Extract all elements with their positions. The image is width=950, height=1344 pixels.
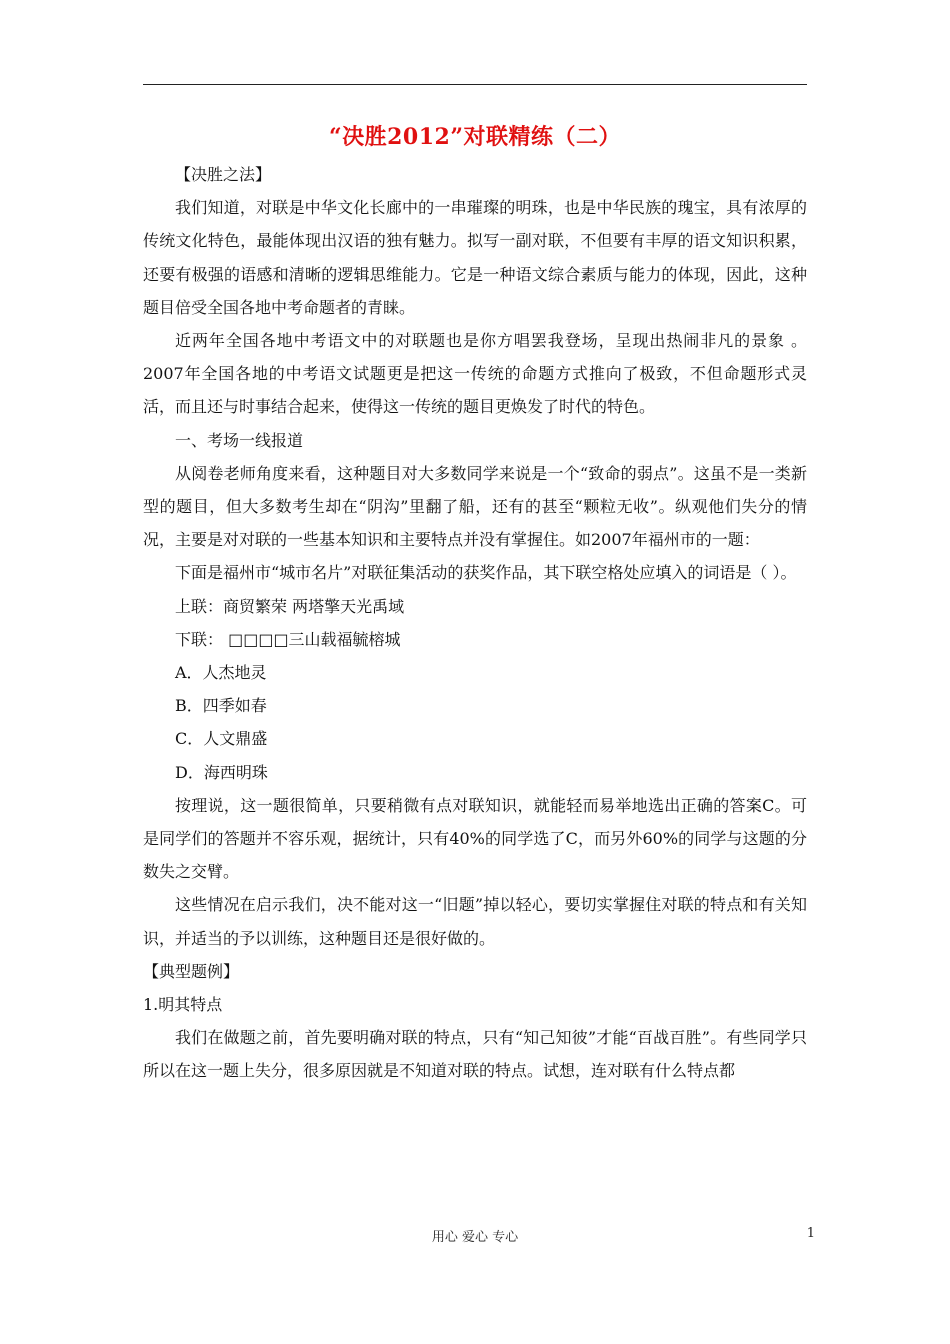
document-body [143,158,807,1088]
couplet-lower: 下联： □□□□三山载福毓榕城 [175,629,401,649]
section-heading-method: 【决胜之法】 [175,165,272,184]
question-prompt: 下面是福州市“城市名片”对联征集活动的获奖作品，其下联空格处应填入的词语是（ ）。 [175,563,797,583]
paragraph-analysis: 从阅卷老师角度来看，这种题目对大多数同学来说是一个“致命的弱点”。这虽不是一类新型的题目，但大多数考生却在“阴沟”里翻了船，还有的甚至“颗粒无收”。纵观他们失分的情况，主要是对对联的一些基本知识和主要特点并没有掌握住。如2007年福州市的一题： [143,463,807,550]
option-c: C．人文鼎盛 [175,729,268,749]
subheading-report: 一、考场一线报道 [175,430,304,450]
paragraph-trend: 近两年全国各地中考语文中的对联题也是你方唱罢我登场，呈现出热闹非凡的景象 。2007年全国各地的中考语文试题更是把这一传统的命题方式推向了极致，不但命题形式灵活，而且还与时事结合起来，使得这一传统的题目更焕发了时代的特色。 [143,331,807,417]
footer-motto: 用心 爱心 专心 [431,1230,519,1245]
option-a: A．人杰地灵 [175,663,267,683]
subheading-features: 1.明其特点 [143,995,223,1015]
option-b: B．四季如春 [175,696,267,716]
header-rule [143,84,807,85]
paragraph-stats: 按理说，这一题很简单，只要稍微有点对联知识，就能轻而易举地选出正确的答案C。可是同学们的答题并不容乐观，据统计，只有40%的同学选了C，而另外60%的同学与这题的分数失之交臂。 [143,795,807,882]
paragraph-intro: 我们知道，对联是中华文化长廊中的一串璀璨的明珠，也是中华民族的瑰宝，具有浓厚的传统文化特色，最能体现出汉语的独有魅力。拟写一副对联，不但要有丰厚的语文知识积累，还要有极强的语感和清晰的逻辑思维能力。它是一种语文综合素质与能力的体现，因此，这种题目倍受全国各地中考命题者的青睐。 [143,198,807,317]
option-d: D．海西明珠 [175,762,268,782]
paragraph-features: 我们在做题之前，首先要明确对联的特点，只有“知己知彼”才能“百战百胜”。有些同学只所以在这一题上失分，很多原因就是不知道对联的特点。试想，连对联有什么特点都 [143,1028,807,1081]
section-heading-examples: 【典型题例】 [143,961,240,981]
page-number: 1 [806,1226,815,1241]
paragraph-advice: 这些情况在启示我们，决不能对这一“旧题”掉以轻心，要切实掌握住对联的特点和有关知识，并适当的予以训练，这种题目还是很好做的。 [143,895,807,948]
document-title: “决胜2012”对联精练（二） [328,124,622,150]
couplet-upper: 上联：商贸繁荣 两塔擎天光禹域 [175,596,405,616]
